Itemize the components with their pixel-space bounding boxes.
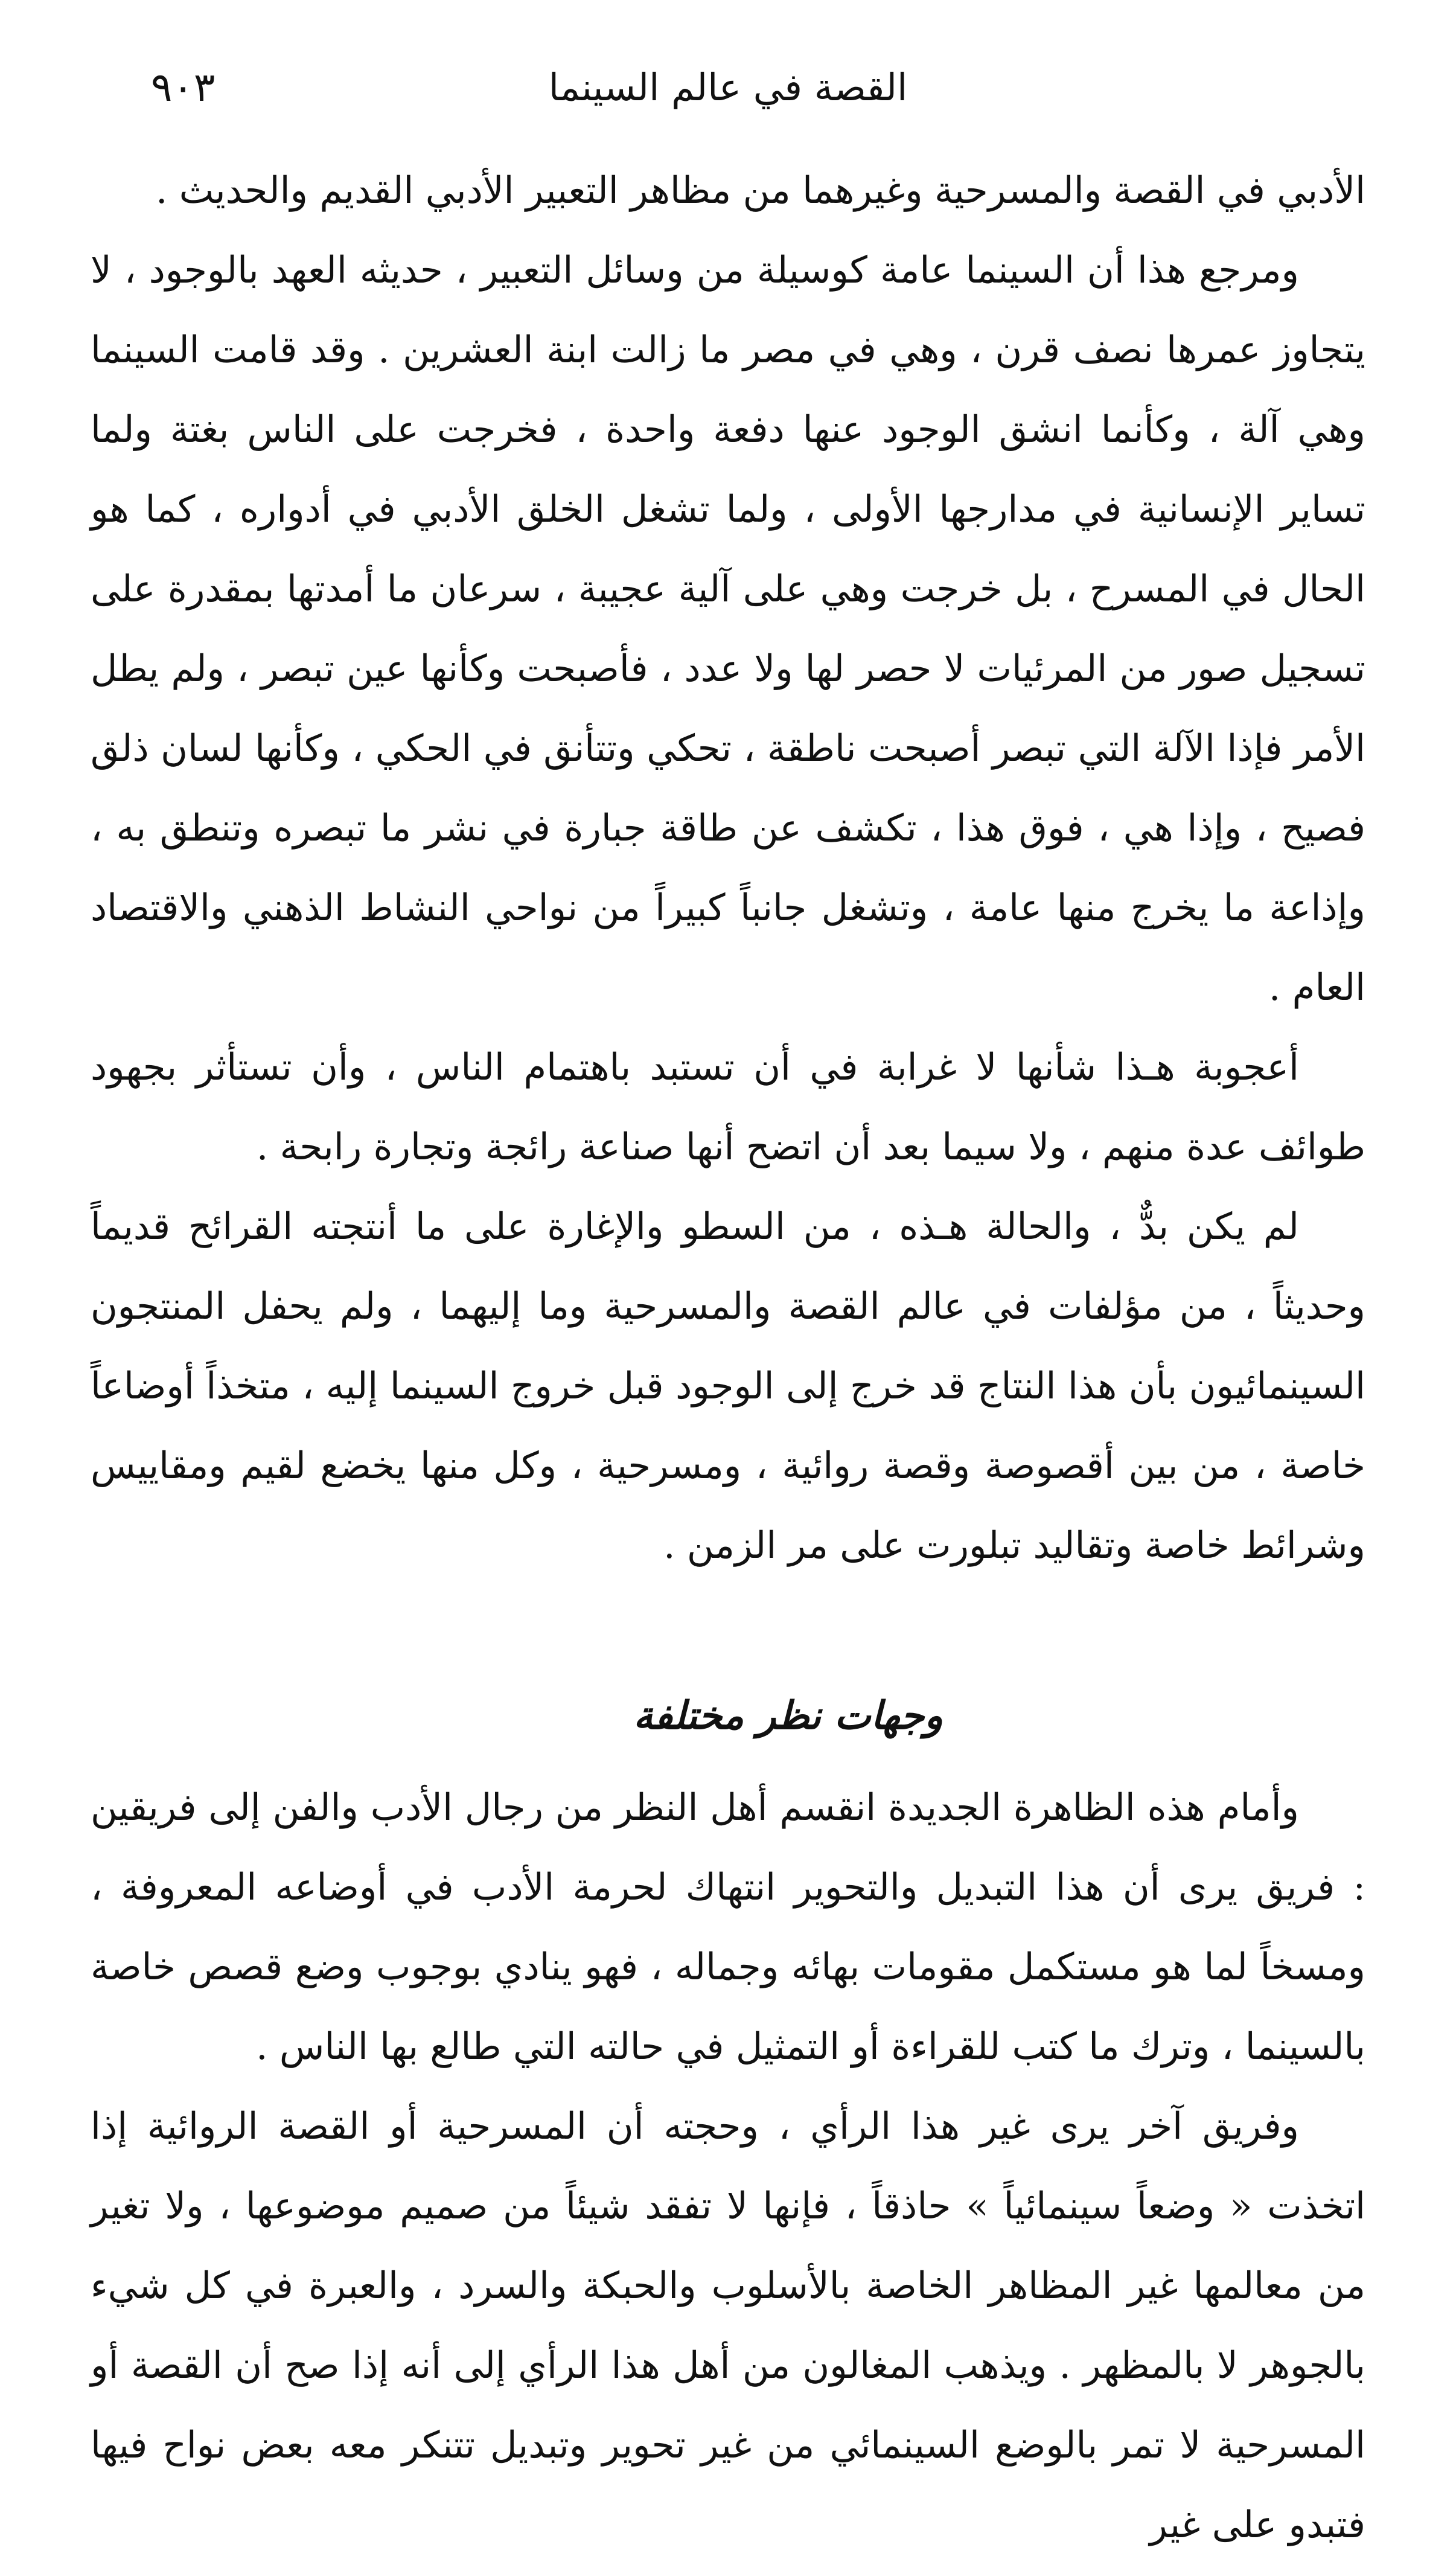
body-text — [91, 151, 1365, 2565]
paragraph: ومرجع هذا أن السينما عامة كوسيلة من وسائل التعبير ، حديثه العهد بالوجود ، لا يتجاوز عمرها نصف قرن ، وهي في مصر ما زالت ابنة العشرين . وقد قامت السينما وهي آلة ، وكأنما انشق الوجود عنها دفعة واحدة ، فخرجت على الناس بغتة ولما تساير الإنسانية في مدارجها الأولى ، ولما تشغل الخلق الأدبي في أدواره ، كما هو الحال في المسرح ، بل خرجت وهي على آلية عجيبة ، سرعان ما أمدتها بمقدرة على تسجيل صور من المرئيات لا حصر لها ولا عدد ، فأصبحت وكأنها عين تبصر ، ولم يطل الأمر فإذا الآلة التي تبصر أصبحت ناطقة ، تحكي وتتأنق في الحكي ، وكأنها لسان ذلق فصيح ، وإذا هي ، فوق هذا ، تكشف عن طاقة جبارة في نشر ما تبصره وتنطق به ، وإذاعة ما يخرج منها عامة ، وتشغل جانباً كبيراً من نواحي النشاط الذهني والاقتصاد العام . — [91, 249, 1365, 1009]
paragraph: أعجوبة هـذا شأنها لا غرابة في أن تستبد باهتمام الناس ، وأن تستأثر بجهود طوائف عدة منهم ، ولا سيما بعد أن اتضح أنها صناعة رائجة وتجارة رابحة . — [91, 1046, 1365, 1168]
running-header — [109, 54, 1347, 121]
running-header-title: القصة في عالم السينما — [548, 65, 908, 109]
paragraph-continuation: الأدبي في القصة والمسرحية وغيرهما من مظاهر التعبير الأدبي القديم والحديث . — [155, 169, 1365, 212]
page-number: ٩٠٣ — [151, 64, 216, 110]
paragraph: وفريق آخر يرى غير هذا الرأي ، وحجته أن المسرحية أو القصة الروائية إذا اتخذت « وضعاً سينمائياً » حاذقاً ، فإنها لا تفقد شيئاً من صميم موضوعها ، ولا تغير من معالمها غير المظاهر الخاصة بالأسلوب والحبكة والسرد ، والعبرة في كل شيء بالجوهر لا بالمظهر . ويذهب المغالون من أهل هذا الرأي إلى أنه إذا صح أن القصة أو المسرحية لا تمر بالوضع السينمائي من غير تحوير وتبديل تتنكر معه بعض نواح فيها فتبدو على غير — [91, 2105, 1365, 2546]
paragraph: وأمام هذه الظاهرة الجديدة انقسم أهل النظر من رجال الأدب والفن إلى فريقين : فريق يرى أن هذا التبديل والتحوير انتهاك لحرمة الأدب في أوضاعه المعروفة ، ومسخاً لما هو مستكمل مقومات بهائه وجماله ، فهو ينادي بوجوب وضع قصص خاصة بالسينما ، وترك ما كتب للقراءة أو التمثيل في حالته التي طالع بها الناس . — [91, 1786, 1365, 2068]
section-heading: وجهات نظر مختلفة — [633, 1693, 943, 1738]
paragraph: لم يكن بدٌّ ، والحالة هـذه ، من السطو والإغارة على ما أنتجته القرائح قديماً وحديثاً ، من مؤلفات في عالم القصة والمسرحية وما إليهما ، ولم يحفل المنتجون السينمائيون بأن هذا النتاج قد خرج إلى الوجود قبل خروج السينما إليه ، متخذاً أوضاعاً خاصة ، من بين أقصوصة وقصة روائية ، ومسرحية ، وكل منها يخضع لقيم ومقاييس وشرائط خاصة وتقاليد تبلورت على مر الزمن . — [91, 1205, 1365, 1567]
